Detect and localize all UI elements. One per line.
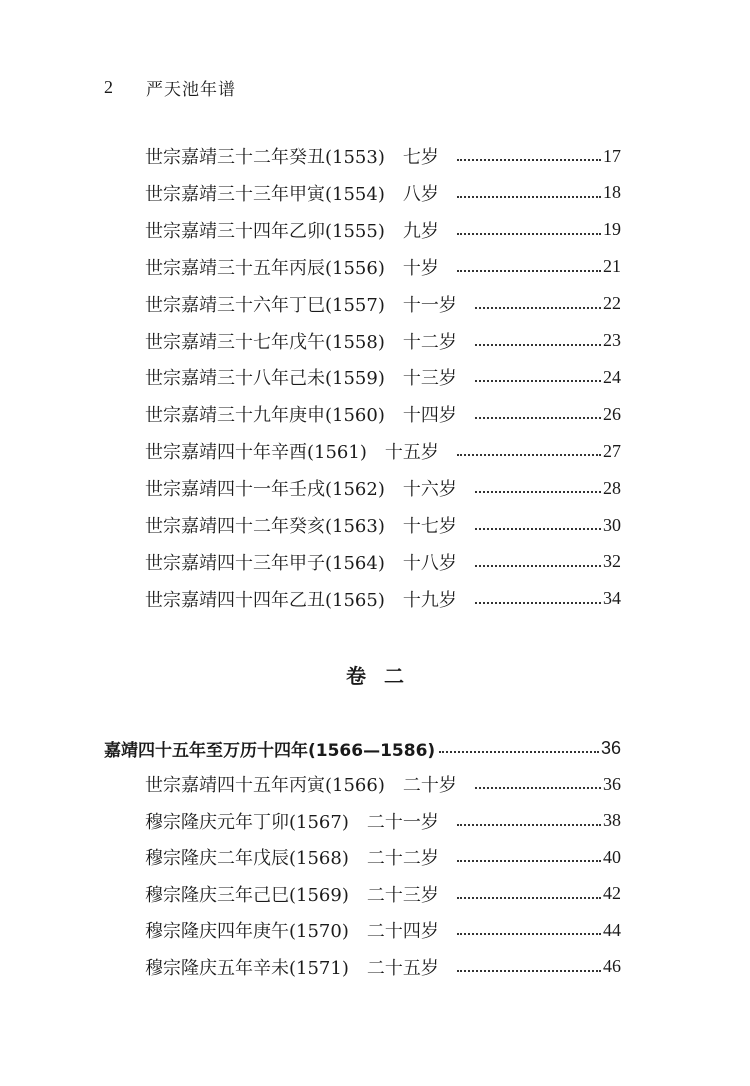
- entry-page: 42: [603, 883, 621, 903]
- entry-title: 世宗嘉靖三十四年乙卯(1555): [145, 220, 385, 242]
- entry-title: 世宗嘉靖四十三年甲子(1564): [145, 552, 385, 574]
- entry-age: 十九岁: [402, 589, 457, 611]
- entry-title: 世宗嘉靖三十九年庚申(1560): [145, 405, 385, 427]
- dot-leader: [457, 897, 601, 899]
- page-number: 2: [104, 76, 114, 97]
- entry-age: 十八岁: [402, 552, 457, 574]
- entry-title: 世宗嘉靖三十六年丁巳(1557): [145, 294, 385, 316]
- dot-leader: [457, 233, 601, 235]
- toc-entry[interactable]: [145, 362, 621, 392]
- entry-title: 穆宗隆庆元年丁卯(1567): [145, 811, 349, 833]
- entry-age: 十一岁: [402, 294, 457, 316]
- dot-leader: [475, 491, 601, 493]
- dot-leader: [475, 602, 601, 604]
- toc-entry[interactable]: [145, 952, 621, 982]
- entry-page: 26: [603, 403, 621, 424]
- entry-page: 28: [603, 477, 621, 498]
- toc-entry[interactable]: [145, 436, 621, 466]
- entry-page: 30: [603, 514, 621, 535]
- entry-page: 17: [603, 145, 621, 166]
- entry-age: 八岁: [402, 183, 439, 205]
- entry-page: 19: [603, 219, 621, 240]
- book-title: 严天池年谱: [146, 79, 236, 100]
- entry-title: 世宗嘉靖三十二年癸丑(1553): [145, 147, 385, 168]
- entry-page: 34: [603, 588, 621, 609]
- dot-leader: [475, 787, 601, 789]
- entry-age: 十七岁: [402, 516, 457, 537]
- toc-entry[interactable]: [145, 769, 621, 799]
- toc-entry[interactable]: [145, 842, 621, 872]
- entry-age: 十四岁: [402, 405, 457, 427]
- toc-entry[interactable]: [145, 215, 621, 245]
- entry-title: 世宗嘉靖三十八年己未(1559): [145, 368, 385, 390]
- entry-page: 24: [603, 366, 621, 387]
- toc-section-heading[interactable]: [104, 733, 621, 763]
- volume-title: 卷二: [346, 664, 422, 688]
- dot-leader: [457, 824, 601, 826]
- dot-leader: [457, 933, 601, 935]
- toc-entry[interactable]: [145, 915, 621, 945]
- dot-leader: [439, 751, 599, 753]
- entry-title: 世宗嘉靖四十一年壬戌(1562): [145, 479, 385, 501]
- toc-entry[interactable]: [145, 289, 621, 319]
- entry-age: 二十岁: [402, 775, 457, 796]
- dot-leader: [475, 565, 601, 567]
- dot-leader: [457, 860, 601, 862]
- toc-entry[interactable]: [145, 326, 621, 356]
- section-heading-title: 嘉靖四十五年至万历十四年(1566—1586): [104, 740, 436, 761]
- toc-entry[interactable]: [145, 178, 621, 208]
- entry-page: 27: [603, 440, 621, 461]
- running-header: [104, 74, 236, 100]
- entry-age: 十二岁: [402, 331, 457, 353]
- entry-page: 22: [603, 293, 621, 314]
- entry-age: 二十五岁: [366, 957, 439, 979]
- entry-age: 十六岁: [402, 479, 457, 501]
- toc-entry[interactable]: [145, 473, 621, 503]
- entry-title: 世宗嘉靖三十五年丙辰(1556): [145, 257, 385, 279]
- entry-title: 世宗嘉靖四十年辛酉(1561): [145, 442, 367, 464]
- entry-age: 九岁: [402, 220, 439, 242]
- entry-title: 世宗嘉靖三十三年甲寅(1554): [145, 183, 385, 205]
- dot-leader: [457, 270, 601, 272]
- entry-page: 21: [603, 256, 621, 277]
- entry-age: 二十一岁: [366, 811, 439, 833]
- dot-leader: [475, 344, 601, 346]
- toc-entry[interactable]: [145, 584, 621, 614]
- entry-page: 36: [603, 773, 621, 794]
- entry-age: 二十四岁: [366, 921, 439, 942]
- dot-leader: [475, 380, 601, 382]
- entry-title: 穆宗隆庆四年庚午(1570): [145, 921, 349, 942]
- entry-page: 23: [603, 330, 621, 350]
- entry-title: 世宗嘉靖四十四年乙丑(1565): [145, 589, 385, 611]
- entry-title: 世宗嘉靖四十五年丙寅(1566): [145, 775, 385, 796]
- entry-age: 十五岁: [384, 442, 439, 464]
- entry-page: 32: [603, 551, 621, 572]
- toc-entry[interactable]: [145, 547, 621, 577]
- dot-leader: [457, 196, 601, 198]
- entry-page: 40: [603, 846, 621, 867]
- toc-entry[interactable]: [145, 879, 621, 909]
- entry-title: 穆宗隆庆三年己巳(1569): [145, 884, 349, 906]
- toc-entry[interactable]: [145, 806, 621, 836]
- entry-age: 七岁: [402, 147, 439, 168]
- dot-leader: [475, 528, 601, 530]
- entry-page: 38: [603, 810, 621, 830]
- entry-age: 十三岁: [402, 368, 457, 390]
- section-heading-page: 36: [600, 737, 621, 758]
- toc-entry[interactable]: [145, 399, 621, 429]
- dot-leader: [475, 307, 601, 309]
- dot-leader: [475, 417, 601, 419]
- entry-age: 二十二岁: [366, 848, 439, 869]
- entry-page: 44: [603, 919, 621, 940]
- entry-title: 穆宗隆庆五年辛未(1571): [145, 957, 349, 979]
- dot-leader: [457, 159, 601, 161]
- entry-title: 世宗嘉靖四十二年癸亥(1563): [145, 516, 385, 537]
- entry-age: 二十三岁: [366, 884, 439, 906]
- toc-entry[interactable]: [145, 510, 621, 540]
- toc-entry[interactable]: [145, 252, 621, 282]
- entry-page: 46: [603, 956, 621, 976]
- entry-page: 18: [603, 182, 621, 203]
- dot-leader: [457, 970, 601, 972]
- toc-entry[interactable]: [145, 141, 621, 171]
- entry-title: 穆宗隆庆二年戊辰(1568): [145, 848, 349, 869]
- entry-title: 世宗嘉靖三十七年戊午(1558): [145, 331, 385, 353]
- entry-age: 十岁: [402, 257, 439, 279]
- dot-leader: [457, 454, 601, 456]
